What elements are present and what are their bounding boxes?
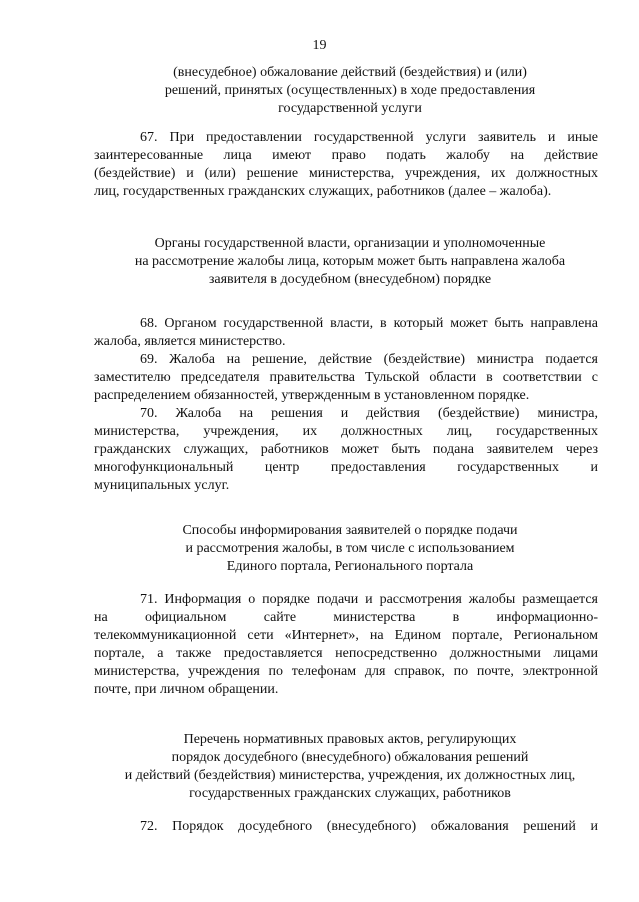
text-line: многофункциональный центр предоставления государственных и (94, 460, 598, 475)
heading-line: заявителя в досудебном (внесудебном) порядке (208, 272, 492, 287)
section-heading-informing (70, 522, 630, 576)
text-line: муниципальных услуг. (94, 478, 230, 493)
heading-line: Перечень нормативных правовых актов, регулирующих (183, 732, 517, 747)
heading-line: решений, принятых (осуществленных) в ходе предоставления (164, 83, 536, 98)
text-line: заинтересованные лица имеют право подать жалобу на действие (94, 148, 598, 163)
text-line: 67. При предоставлении государственной услуги заявитель и иные (140, 130, 598, 145)
paragraph-68 (94, 315, 598, 351)
heading-line: государственной услуги (278, 101, 422, 116)
text-line: жалоба, является министерство. (94, 334, 286, 349)
text-line: на официальном сайте министерства в информационно- (94, 610, 598, 625)
text-line: 70. Жалоба на решения и действия (бездействие) министра, (140, 406, 598, 421)
page-number: 19 (312, 38, 327, 53)
text-line: министерства, учреждения по телефонам для справок, по почте, электронной (94, 664, 598, 679)
text-line: заместителю председателя правительства Тульской области в соответствии с (94, 370, 598, 385)
paragraph-69 (94, 351, 598, 405)
text-line: лиц, государственных гражданских служащих, работников (далее – жалоба). (94, 184, 552, 199)
heading-line: и действий (бездействия) министерства, учреждения, их должностных лиц, (124, 768, 576, 783)
heading-line: Органы государственной власти, организации и уполномоченные (154, 236, 546, 251)
section-heading-appeal (70, 64, 630, 118)
text-line: (бездействие) и (или) решение министерства, учреждения, их должностных (94, 166, 598, 181)
paragraph-67 (94, 129, 598, 201)
heading-line: и рассмотрения жалобы, в том числе с использованием (185, 541, 515, 556)
section-heading-legal-acts (70, 731, 630, 803)
text-line: гражданских служащих, работников может быть подана заявителем через (94, 442, 598, 457)
text-line: 72. Порядок досудебного (внесудебного) обжалования решений и (140, 819, 598, 834)
heading-line: государственных гражданских служащих, работников (189, 786, 511, 801)
text-line: 68. Органом государственной власти, в который может быть направлена (140, 316, 598, 331)
text-line: 69. Жалоба на решение, действие (бездействие) министра подается (140, 352, 598, 367)
heading-line: Способы информирования заявителей о порядке подачи (182, 523, 518, 538)
text-line: почте, при личном обращении. (94, 682, 279, 697)
text-line: распределением обязанностей, утвержденным в установленном порядке. (94, 388, 530, 403)
text-line: 71. Информация о порядке подачи и рассмотрения жалобы размещается (140, 592, 598, 607)
text-line: телекоммуникационной сети «Интернет», на Едином портале, Региональном (94, 628, 598, 643)
text-line: портале, а также предоставляется непосредственно должностными лицами (94, 646, 598, 661)
heading-line: Единого портала, Регионального портала (226, 559, 474, 574)
heading-line: на рассмотрение жалобы лица, которым может быть направлена жалоба (134, 254, 566, 269)
paragraph-72 (94, 818, 598, 836)
paragraph-71 (94, 591, 598, 699)
text-line: министерства, учреждения, их должностных лиц, государственных (94, 424, 598, 439)
heading-line: (внесудебное) обжалование действий (бездействия) и (или) (173, 65, 527, 80)
section-heading-authorities (70, 235, 630, 289)
paragraph-70 (94, 405, 598, 495)
heading-line: порядок досудебного (внесудебного) обжалования решений (171, 750, 529, 765)
